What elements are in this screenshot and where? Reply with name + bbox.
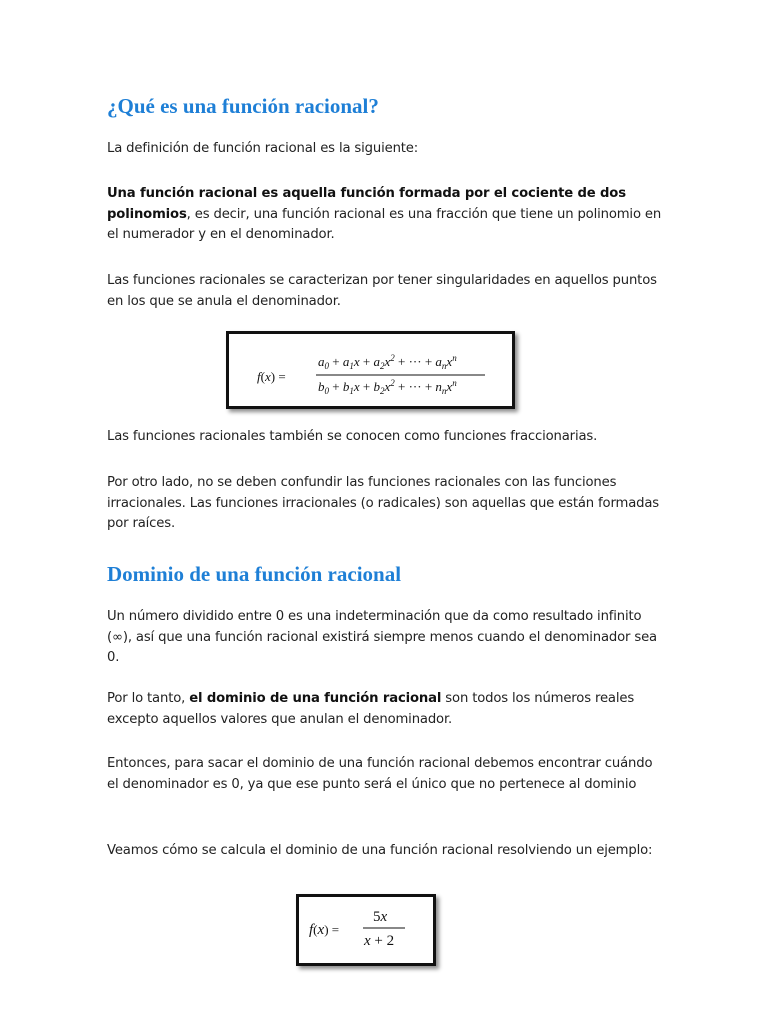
- paragraph-sacar-dominio: Entonces, para sacar el dominio de una función racional debemos encontrar cuándo el denominador es 0, ya que ese punto será el único que no pertenece al dominio: [107, 756, 653, 792]
- formula-general-numerator: $a_0 + a_1x + a_2x^2$ + ··· + $a_nx^n$: [318, 353, 457, 371]
- formula-example-box: [296, 894, 436, 966]
- p2-post: son todos los números reales excepto aquellos valores que anulan el denominador.: [107, 691, 635, 727]
- paragraph-definition: [107, 184, 667, 246]
- definition-rest: , es decir, una función racional es una fracción que tiene un polinomio en el numerador y en el denominador.: [107, 206, 662, 243]
- formula-example-lhs: f(x) =: [309, 922, 340, 938]
- formula-example-numerator: 5x: [373, 909, 388, 925]
- formula-general-denominator: $b_0 + b_1x + b_2x^2$ + ··· + $n_nx^n$: [318, 378, 457, 396]
- paragraph-intro: La definición de función racional es la siguiente:: [107, 141, 419, 156]
- p2-bold: el dominio de una función racional: [189, 691, 442, 706]
- heading-dominio: Dominio de una función racional: [107, 562, 402, 586]
- formula-general-box: [226, 331, 515, 409]
- formula-general: [229, 334, 512, 406]
- paragraph-indeterminacion: Un número dividido entre 0 es una indeterminación que da como resultado infinito (∞), así que una función racional existirá siempre menos cuando el denominador sea 0.: [107, 609, 657, 666]
- formula-example: [299, 897, 433, 963]
- p2-pre: Por lo tanto,: [107, 691, 190, 706]
- formula-general-lhs: f(x) =: [257, 369, 286, 384]
- definition-bold: Una función racional es aquella función formada por el cociente de dos polinomios: [107, 186, 626, 222]
- heading-que-es: ¿Qué es una función racional?: [107, 94, 379, 118]
- paragraph-ejemplo: Veamos cómo se calcula el dominio de una función racional resolviendo un ejemplo:: [107, 843, 653, 858]
- paragraph-also-known: Las funciones racionales también se conocen como funciones fraccionarias.: [107, 429, 598, 444]
- paragraph-irrational: Por otro lado, no se deben confundir las funciones racionales con las funciones irracionales. Las funciones irracionales (o radicales) son aquellas que están formadas por raíces.: [107, 475, 660, 532]
- formula-example-denominator: x + 2: [364, 933, 395, 949]
- paragraph-dominio-definicion: [107, 689, 667, 730]
- paragraph-singularities: Las funciones racionales se caracterizan por tener singularidades en aquellos puntos en los que se anula el denominador.: [107, 273, 657, 309]
